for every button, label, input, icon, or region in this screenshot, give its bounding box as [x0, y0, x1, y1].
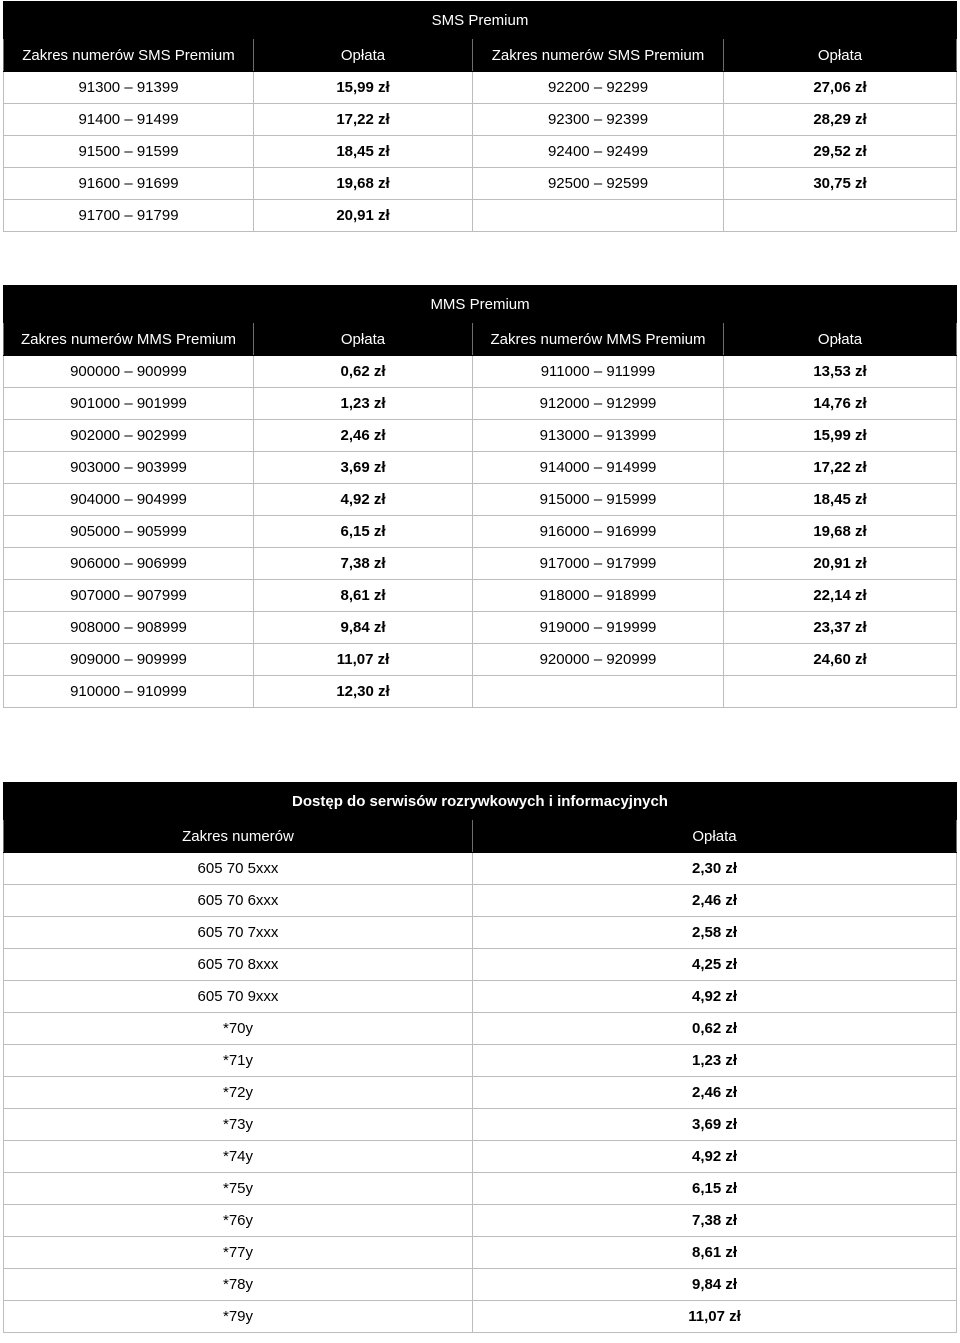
number-range-cell: 919000 – 919999 — [473, 612, 724, 644]
table-row — [4, 1013, 957, 1045]
price-cell: 17,22 zł — [254, 104, 473, 136]
sms-premium-rows — [4, 72, 957, 232]
price-cell: 15,99 zł — [254, 72, 473, 104]
table-row — [4, 917, 957, 949]
number-range-cell: *70y — [4, 1013, 473, 1045]
table-row — [4, 1269, 957, 1301]
number-range-cell: 904000 – 904999 — [4, 484, 254, 516]
number-range-cell: 917000 – 917999 — [473, 548, 724, 580]
number-range-cell: 900000 – 900999 — [4, 356, 254, 388]
price-cell: 18,45 zł — [724, 484, 957, 516]
price-cell: 2,46 zł — [473, 885, 957, 917]
number-range-cell: *72y — [4, 1077, 473, 1109]
table-row — [4, 1077, 957, 1109]
entertainment-services-table — [3, 782, 957, 1333]
number-range-cell: 911000 – 911999 — [473, 356, 724, 388]
number-range-cell: *74y — [4, 1141, 473, 1173]
mms-premium-rows — [4, 356, 957, 708]
price-cell: 2,58 zł — [473, 917, 957, 949]
table-row — [4, 136, 957, 168]
mms-header-price-1: Opłata — [254, 323, 473, 356]
table-row — [4, 516, 957, 548]
table-row — [4, 1109, 957, 1141]
price-cell: 1,23 zł — [473, 1045, 957, 1077]
price-cell: 9,84 zł — [473, 1269, 957, 1301]
number-range-cell: 91500 – 91599 — [4, 136, 254, 168]
number-range-cell: *73y — [4, 1109, 473, 1141]
table-row — [4, 580, 957, 612]
sms-premium-table — [3, 1, 957, 232]
number-range-cell: 901000 – 901999 — [4, 388, 254, 420]
number-range-cell: 914000 – 914999 — [473, 452, 724, 484]
price-cell: 18,45 zł — [254, 136, 473, 168]
table-row — [4, 1141, 957, 1173]
mms-header-range-1: Zakres numerów MMS Premium — [4, 323, 254, 356]
price-cell: 7,38 zł — [473, 1205, 957, 1237]
price-cell: 0,62 zł — [473, 1013, 957, 1045]
price-cell: 24,60 zł — [724, 644, 957, 676]
number-range-cell: 91300 – 91399 — [4, 72, 254, 104]
number-range-cell: 905000 – 905999 — [4, 516, 254, 548]
table-row — [4, 612, 957, 644]
table-row — [4, 1237, 957, 1269]
price-cell: 29,52 zł — [724, 136, 957, 168]
price-cell: 3,69 zł — [473, 1109, 957, 1141]
sms-header-price-1: Opłata — [254, 39, 473, 72]
sms-header-price-2: Opłata — [724, 39, 957, 72]
price-cell: 14,76 zł — [724, 388, 957, 420]
table-row — [4, 72, 957, 104]
price-cell: 4,92 zł — [473, 981, 957, 1013]
price-cell: 12,30 zł — [254, 676, 473, 708]
table-row — [4, 104, 957, 136]
number-range-cell: 91700 – 91799 — [4, 200, 254, 232]
number-range-cell: 918000 – 918999 — [473, 580, 724, 612]
number-range-cell: 605 70 8xxx — [4, 949, 473, 981]
number-range-cell: 91600 – 91699 — [4, 168, 254, 200]
table-row — [4, 853, 957, 885]
price-cell: 13,53 zł — [724, 356, 957, 388]
table-row — [4, 949, 957, 981]
price-cell: 20,91 zł — [254, 200, 473, 232]
number-range-cell: 920000 – 920999 — [473, 644, 724, 676]
price-cell: 4,25 zł — [473, 949, 957, 981]
number-range-cell — [473, 676, 724, 708]
price-cell: 17,22 zł — [724, 452, 957, 484]
number-range-cell: 92500 – 92599 — [473, 168, 724, 200]
number-range-cell: 605 70 6xxx — [4, 885, 473, 917]
table-row — [4, 981, 957, 1013]
price-cell: 11,07 zł — [254, 644, 473, 676]
number-range-cell: 910000 – 910999 — [4, 676, 254, 708]
price-cell: 19,68 zł — [724, 516, 957, 548]
number-range-cell: 605 70 9xxx — [4, 981, 473, 1013]
sms-premium-title: SMS Premium — [4, 2, 957, 39]
price-cell: 15,99 zł — [724, 420, 957, 452]
number-range-cell: *75y — [4, 1173, 473, 1205]
number-range-cell: 92200 – 92299 — [473, 72, 724, 104]
number-range-cell: *77y — [4, 1237, 473, 1269]
table-row — [4, 1173, 957, 1205]
price-cell: 20,91 zł — [724, 548, 957, 580]
entertainment-services-title: Dostęp do serwisów rozrywkowych i informacyjnych — [4, 783, 957, 820]
number-range-cell: *79y — [4, 1301, 473, 1333]
table-row — [4, 1205, 957, 1237]
table-row — [4, 676, 957, 708]
number-range-cell: *76y — [4, 1205, 473, 1237]
number-range-cell: 908000 – 908999 — [4, 612, 254, 644]
number-range-cell: 912000 – 912999 — [473, 388, 724, 420]
price-cell: 3,69 zł — [254, 452, 473, 484]
price-cell: 8,61 zł — [473, 1237, 957, 1269]
table-row — [4, 200, 957, 232]
table-row — [4, 644, 957, 676]
number-range-cell: 605 70 7xxx — [4, 917, 473, 949]
price-cell: 4,92 zł — [254, 484, 473, 516]
table-row — [4, 1301, 957, 1333]
price-cell: 27,06 zł — [724, 72, 957, 104]
number-range-cell: *78y — [4, 1269, 473, 1301]
number-range-cell: 909000 – 909999 — [4, 644, 254, 676]
price-cell: 19,68 zł — [254, 168, 473, 200]
mms-premium-table — [3, 285, 957, 708]
entertainment-header-price: Opłata — [473, 820, 957, 853]
table-row — [4, 484, 957, 516]
table-row — [4, 356, 957, 388]
number-range-cell: 906000 – 906999 — [4, 548, 254, 580]
table-row — [4, 420, 957, 452]
number-range-cell: 916000 – 916999 — [473, 516, 724, 548]
entertainment-services-rows — [4, 853, 957, 1333]
price-cell: 4,92 zł — [473, 1141, 957, 1173]
number-range-cell — [473, 200, 724, 232]
price-cell: 2,30 zł — [473, 853, 957, 885]
price-cell: 23,37 zł — [724, 612, 957, 644]
table-row — [4, 1045, 957, 1077]
price-cell: 2,46 zł — [473, 1077, 957, 1109]
price-cell: 7,38 zł — [254, 548, 473, 580]
price-cell: 11,07 zł — [473, 1301, 957, 1333]
number-range-cell: 92300 – 92399 — [473, 104, 724, 136]
price-cell: 9,84 zł — [254, 612, 473, 644]
entertainment-header-range: Zakres numerów — [4, 820, 473, 853]
price-cell: 6,15 zł — [473, 1173, 957, 1205]
price-cell: 2,46 zł — [254, 420, 473, 452]
price-cell — [724, 676, 957, 708]
table-row — [4, 885, 957, 917]
sms-header-range-2: Zakres numerów SMS Premium — [473, 39, 724, 72]
table-row — [4, 168, 957, 200]
price-cell — [724, 200, 957, 232]
mms-header-range-2: Zakres numerów MMS Premium — [473, 323, 724, 356]
number-range-cell: 92400 – 92499 — [473, 136, 724, 168]
price-cell: 22,14 zł — [724, 580, 957, 612]
table-row — [4, 452, 957, 484]
price-cell: 1,23 zł — [254, 388, 473, 420]
number-range-cell: 903000 – 903999 — [4, 452, 254, 484]
table-row — [4, 388, 957, 420]
sms-header-range-1: Zakres numerów SMS Premium — [4, 39, 254, 72]
mms-header-price-2: Opłata — [724, 323, 957, 356]
number-range-cell: *71y — [4, 1045, 473, 1077]
number-range-cell: 902000 – 902999 — [4, 420, 254, 452]
price-cell: 0,62 zł — [254, 356, 473, 388]
mms-premium-title: MMS Premium — [4, 286, 957, 323]
price-cell: 28,29 zł — [724, 104, 957, 136]
number-range-cell: 913000 – 913999 — [473, 420, 724, 452]
price-cell: 8,61 zł — [254, 580, 473, 612]
price-cell: 6,15 zł — [254, 516, 473, 548]
number-range-cell: 915000 – 915999 — [473, 484, 724, 516]
price-cell: 30,75 zł — [724, 168, 957, 200]
number-range-cell: 605 70 5xxx — [4, 853, 473, 885]
number-range-cell: 91400 – 91499 — [4, 104, 254, 136]
table-row — [4, 548, 957, 580]
number-range-cell: 907000 – 907999 — [4, 580, 254, 612]
